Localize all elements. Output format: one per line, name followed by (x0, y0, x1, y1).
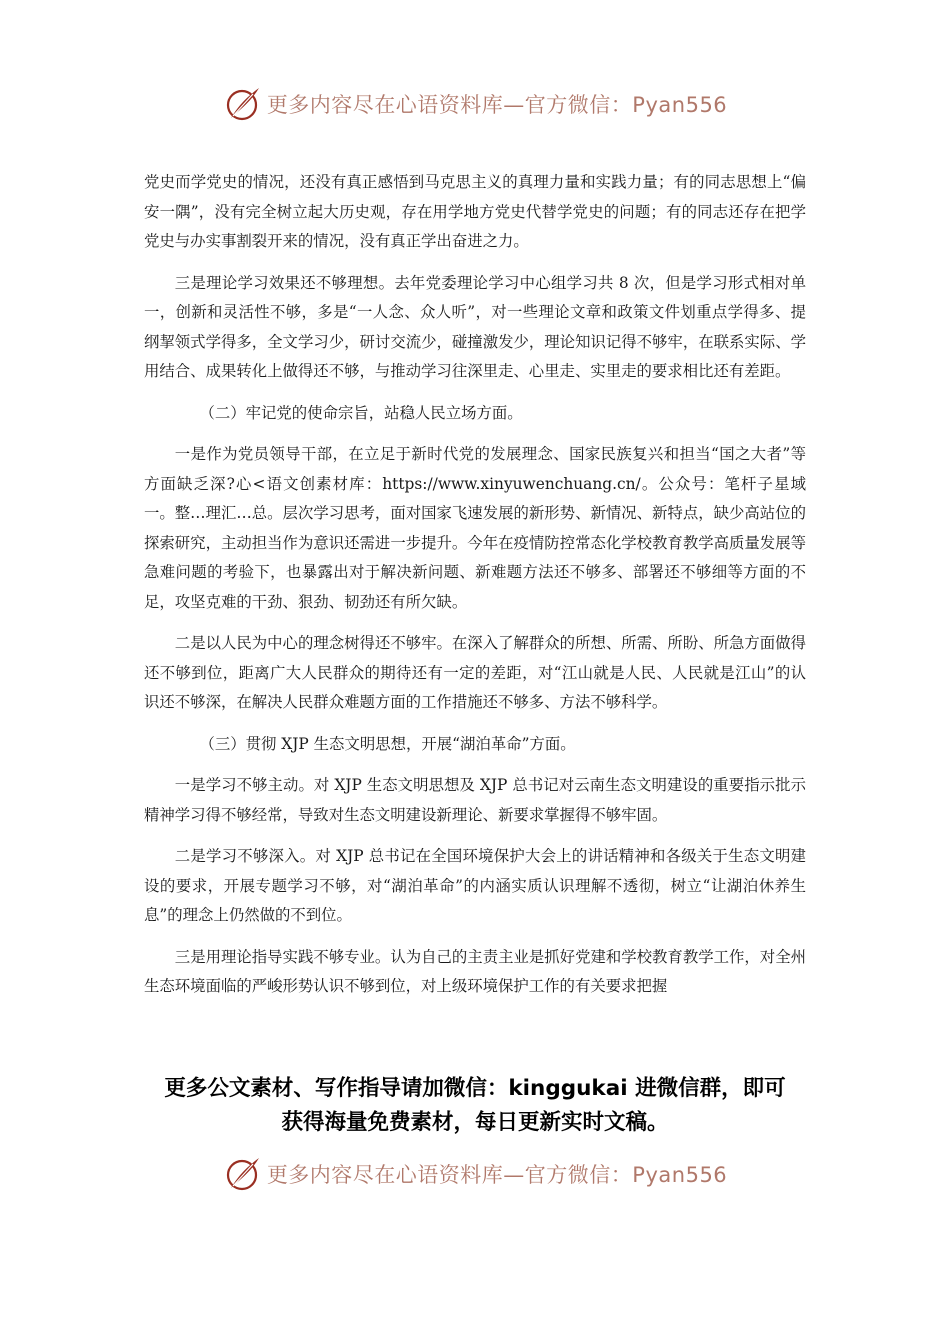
promo-notice (120, 1072, 830, 1140)
paragraph: 三是理论学习效果还不够理想。去年党委理论学习中心组学习共 8 次，但是学习形式相对单一，创新和灵活性不够，多是“一人念、众人听”，对一些理论文章和政策文件划重点学得多、提纲挈领式学得多，全文学习少，研讨交流少，碰撞激发少，理论知识记得不够牢，在联系实际、学用结合、成果转化上做得还不够，与推动学习往深里走、心里走、实里走的要求相比还有差距。 (144, 273, 806, 380)
section-heading: （三）贯彻 XJP 生态文明思想，开展“湖泊革命”方面。 (199, 734, 576, 753)
paragraph: 二是学习不够深入。对 XJP 总书记在全国环境保护大会上的讲话精神和各级关于生态文明建设的要求，开展专题学习不够，对“湖泊革命”的内涵实质认识理解不透彻，树立“让湖泊休养生息”的理念上仍然做的不到位。 (144, 847, 806, 924)
pen-feather-logo-icon (223, 84, 263, 124)
paragraph: 三是用理论指导实践不够专业。认为自己的主责主业是抓好党建和学校教育教学工作，对全州生态环境面临的严峻形势认识不够到位，对上级环境保护工作的有关要求把握 (144, 947, 806, 995)
document-body (144, 168, 806, 1014)
header-banner-text: 更多内容尽在心语资料库—官方微信：Pyan556 (266, 93, 728, 117)
paragraph: 一是作为党员领导干部，在立足于新时代党的发展理念、国家民族复兴和担当“国之大者”等方面缺乏深?心<语文创素材库：https://www.xinyuwenchuang.cn/。公众号：笔杆子星域一。整…理汇…总。层次学习思考，面对国家飞速发展的新形势、新情况、新特点，缺少高站位的探索研究，主动担当作为意识还需进一步提升。今年在疫情防控常态化学校教育教学高质量发展等急难问题的考验下，也暴露出对于解决新问题、新难题方法还不够多、部署还不够细等方面的不足，攻坚克难的干劲、狠劲、韧劲还有所欠缺。 (144, 445, 806, 611)
paragraph: 二是以人民为中心的理念树得还不够牢。在深入了解群众的所想、所需、所盼、所急方面做得还不够到位，距离广大人民群众的期待还有一定的差距，对“江山就是人民、人民就是江山”的认识还不够深，在解决人民群众难题方面的工作措施还不够多、方法不够科学。 (144, 634, 806, 711)
footer-banner-text: 更多内容尽在心语资料库—官方微信：Pyan556 (266, 1163, 728, 1187)
pen-feather-logo-icon (223, 1154, 263, 1194)
footer-banner (0, 1152, 950, 1196)
promo-line-1: 更多公文素材、写作指导请加微信：kinggukai 进微信群，即可 (164, 1076, 786, 1101)
section-heading: （二）牢记党的使命宗旨，站稳人民立场方面。 (199, 403, 523, 422)
paragraph: 一是学习不够主动。对 XJP 生态文明思想及 XJP 总书记对云南生态文明建设的重要指示批示精神学习得不够经常，导致对生态文明建设新理论、新要求掌握得不够牢固。 (144, 776, 806, 824)
header-banner (0, 82, 950, 126)
paragraph: 党史而学党史的情况，还没有真正感悟到马克思主义的真理力量和实践力量；有的同志思想上“偏安一隅”，没有完全树立起大历史观，存在用学地方党史代替学党史的问题；有的同志还存在把学党史与办实事割裂开来的情况，没有真正学出奋进之力。 (144, 173, 806, 250)
promo-line-2: 获得海量免费素材，每日更新实时文稿。 (281, 1110, 669, 1135)
